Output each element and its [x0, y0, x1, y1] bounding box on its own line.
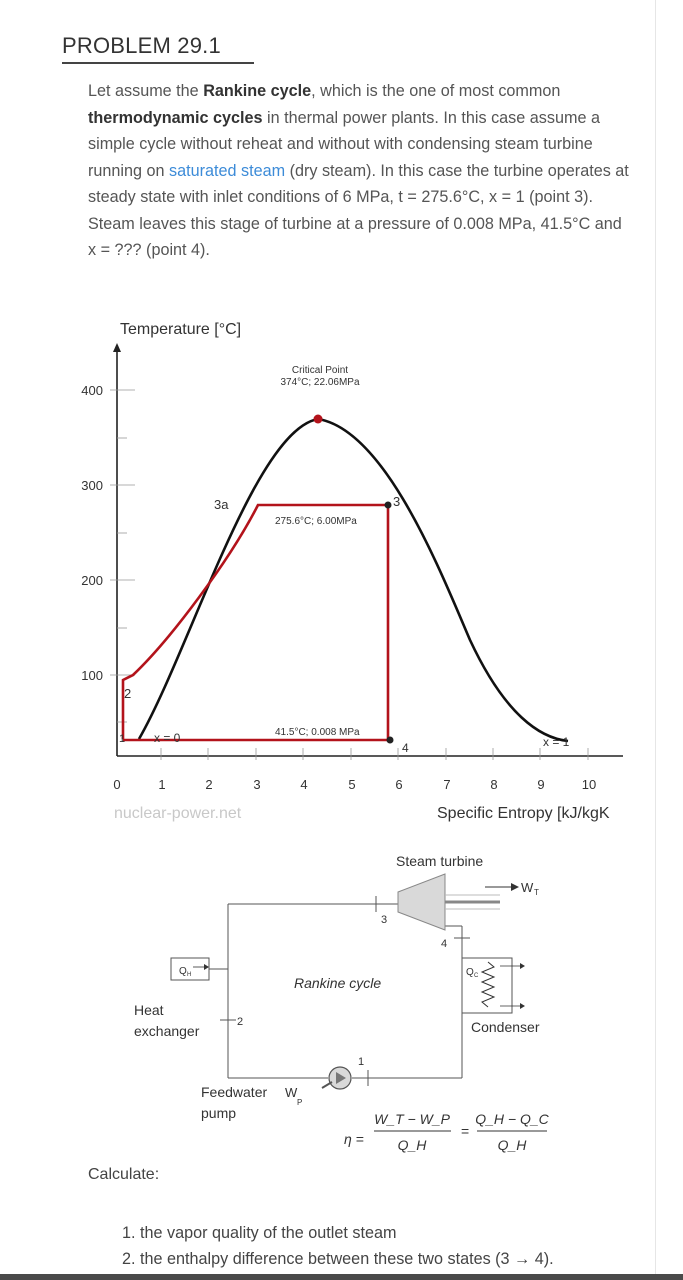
y-ticks [110, 390, 135, 722]
calculate-heading: Calculate: [88, 1166, 160, 1183]
critical-point-label: Critical Point [291, 365, 349, 376]
x-axis-title: Specific Entropy [kJ/kgK [437, 805, 610, 822]
question-1: 1. the vapor quality of the outlet steam [122, 1224, 397, 1242]
critical-point-marker [314, 415, 323, 424]
node-2-label: 2 [237, 1016, 244, 1028]
x-tick-label: 9 [537, 777, 545, 792]
efficiency-symbol: η = [344, 1131, 364, 1147]
x-tick-label: 7 [443, 777, 451, 792]
efficiency-denominator-1: Q_H [397, 1137, 427, 1153]
efficiency-numerator-2: Q_H − Q_C [475, 1111, 549, 1127]
statement-text: Let assume the [88, 82, 204, 100]
x-tick-label: 8 [490, 777, 498, 792]
heat-out-label: Q [466, 967, 474, 978]
y-tick-label: 400 [81, 383, 103, 398]
point-2-label: 2 [124, 686, 132, 701]
pump-shaft [322, 1082, 332, 1088]
pump-label-2: pump [201, 1105, 237, 1121]
pump-label: Feedwater [201, 1084, 268, 1100]
x-tick-label: 2 [205, 777, 213, 792]
x-tick-label: 10 [581, 777, 597, 792]
y-axis-arrow-icon [113, 343, 121, 352]
steam-turbine-icon [398, 874, 445, 930]
x-tick-label: 1 [158, 777, 166, 792]
question-2: 2. the enthalpy difference between these two states (3 → 4). [122, 1250, 554, 1268]
statement-text: in thermal power plants. In this case assume a simple cycle without reheat and without with condensing steam turbine running on [88, 108, 600, 180]
point-1-label: 1 [119, 733, 126, 745]
bottom-bar [0, 1274, 683, 1280]
rankine-cycle-term: Rankine cycle [203, 82, 312, 100]
x-ticks [161, 748, 588, 760]
cooling-in-arrow-icon [520, 1003, 525, 1009]
watermark: nuclear-power.net [114, 805, 242, 822]
x-zero-label: x = 0 [154, 731, 181, 745]
thermodynamic-cycles-term: thermodynamic cycles [88, 108, 263, 127]
saturated-steam-link[interactable]: saturated steam [169, 161, 286, 180]
piping [228, 904, 462, 1078]
ts-diagram [81, 321, 623, 822]
steam-turbine-label: Steam turbine [396, 853, 484, 869]
condenser-label: Condenser [471, 1019, 540, 1035]
x-tick-labels [113, 777, 596, 792]
pump-work-label: W [285, 1085, 298, 1100]
node-3-label: 3 [381, 914, 388, 926]
cycle-schematic [134, 853, 550, 1153]
x-tick-label: 4 [300, 777, 308, 792]
low-state-label: 41.5°C; 0.008 MPa [275, 727, 360, 738]
x-tick-label: 5 [348, 777, 356, 792]
y-tick-label: 200 [81, 573, 103, 588]
y-tick-label: 300 [81, 478, 103, 493]
point-3a-label: 3a [214, 497, 229, 512]
x-tick-label: 6 [395, 777, 403, 792]
heat-exchanger-label-2: exchanger [134, 1023, 200, 1039]
heat-in-label: Q [179, 966, 187, 977]
equals-sign: = [461, 1123, 470, 1139]
point-3-marker [385, 502, 392, 509]
heat-exchanger-label: Heat [134, 1002, 164, 1018]
x-tick-label: 3 [253, 777, 261, 792]
high-state-label: 275.6°C; 6.00MPa [275, 516, 357, 527]
turbine-work-label: W [521, 880, 534, 895]
efficiency-numerator-1: W_T − W_P [374, 1111, 450, 1127]
work-arrow-icon [511, 883, 519, 891]
y-tick-labels [81, 383, 103, 683]
node-4-label: 4 [441, 938, 448, 950]
turbine-work-subscript: T [534, 888, 539, 897]
cooling-out-arrow-icon [520, 963, 525, 969]
heat-in-subscript: H [187, 972, 192, 978]
cycle-name-label: Rankine cycle [294, 975, 382, 991]
saturation-dome [139, 419, 568, 741]
pump-work-subscript: P [297, 1098, 303, 1107]
statement-text: (dry steam). In this case the turbine operates at steady state with inlet conditions of 6 MPa, t = 275.6°C, x = 1 (point 3). Steam leaves this stage of turbine at a pressure of 0.008 MPa, 41.5°C and x = ??? (point 4). [88, 161, 629, 259]
point-4-marker [387, 737, 394, 744]
problem-title: PROBLEM 29.1 [62, 33, 221, 58]
node-1-label: 1 [358, 1056, 365, 1068]
point-3-label: 3 [393, 494, 401, 509]
critical-point-values: 374°C; 22.06MPa [280, 377, 360, 388]
rankine-cycle-path [123, 505, 388, 740]
x-tick-label: 0 [113, 777, 121, 792]
y-axis-title: Temperature [°C] [120, 321, 242, 338]
x-one-label: x = 1 [543, 735, 570, 749]
y-tick-label: 100 [81, 668, 103, 683]
statement-text: , which is the one of most common [311, 82, 561, 100]
point-4-label: 4 [402, 741, 409, 755]
efficiency-denominator-2: Q_H [497, 1137, 527, 1153]
heat-out-subscript: C [474, 973, 479, 979]
